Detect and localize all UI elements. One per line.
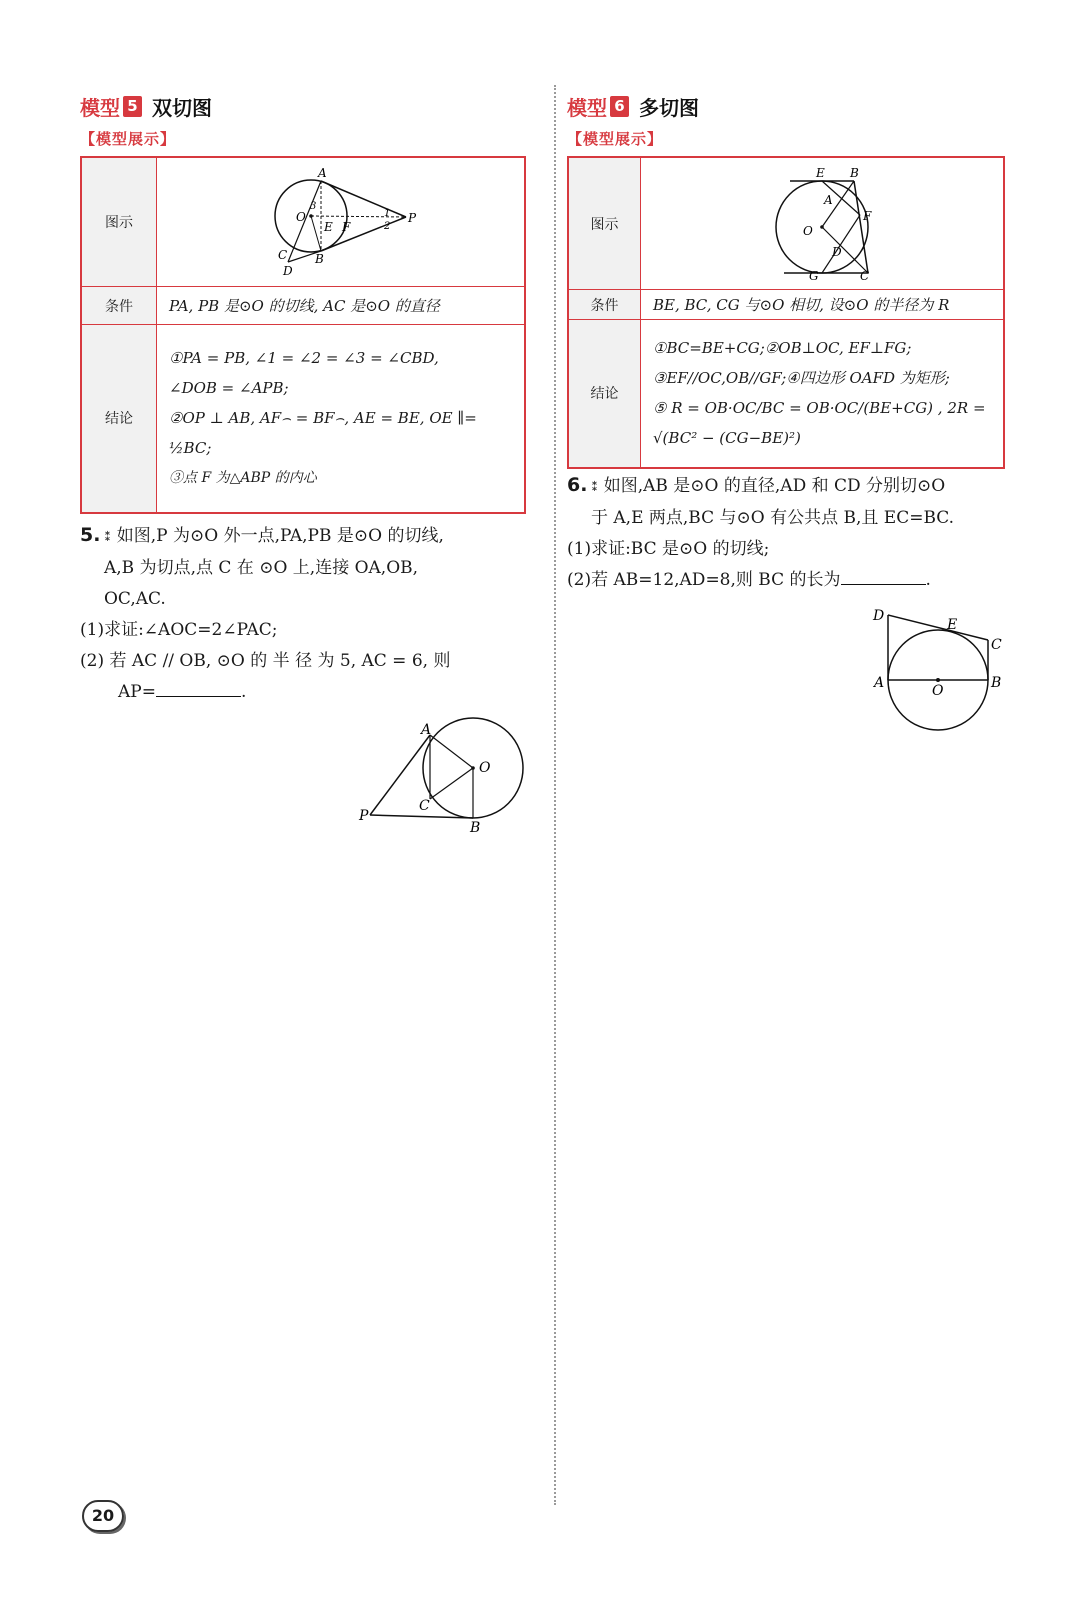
label-E: E xyxy=(816,166,825,180)
problem-6 xyxy=(567,470,1017,596)
multi-tangent-figure xyxy=(642,159,1002,284)
label-B: B xyxy=(991,675,1002,691)
model-show-label: 【模型展示】 xyxy=(80,130,177,148)
label-A: A xyxy=(318,166,327,180)
label-C: C xyxy=(991,637,1002,653)
conclusion-line: ∠DOB = ∠APB; xyxy=(169,379,289,398)
problem-5-figure xyxy=(355,712,530,837)
label-O: O xyxy=(479,760,491,776)
problem-text: 如图,P 为⊙O 外一点,PA,PB 是⊙O 的切线, xyxy=(116,526,444,546)
problem-text: OC,AC. xyxy=(104,589,166,609)
problem-text: A,B 为切点,点 C 在 ⊙O 上,连接 OA,OB, xyxy=(104,558,419,578)
label-A: A xyxy=(874,675,885,691)
conclusion-line: √(BC² − (CG−BE)²) xyxy=(653,429,801,448)
label-D: D xyxy=(283,264,293,278)
model-number-badge: 6 xyxy=(610,96,629,117)
condition-row-label: 条件 xyxy=(81,287,157,325)
column-divider xyxy=(554,85,556,1505)
question-1: (1)求证:∠AOC=2∠PAC; xyxy=(80,620,278,640)
conclusion-line: ③EF//OC,OB//GF;④四边形 OAFD 为矩形; xyxy=(653,369,950,388)
label-D: D xyxy=(873,608,885,624)
problem-5 xyxy=(80,520,530,708)
question-2-answer-prefix: AP= xyxy=(118,682,156,702)
label-B: B xyxy=(315,252,324,266)
problem-text: 如图,AB 是⊙O 的直径,AD 和 CD 分别切⊙O xyxy=(603,476,946,496)
model-6-heading xyxy=(567,92,699,121)
question-1: (1)求证:BC 是⊙O 的切线; xyxy=(567,539,770,559)
label-angle-1: 1 xyxy=(384,208,391,219)
difficulty-stars-icon: ⁑ xyxy=(591,480,598,494)
problem-text: 于 A,E 两点,BC 与⊙O 有公共点 B,且 EC=BC. xyxy=(591,508,955,528)
label-C: C xyxy=(419,798,430,814)
conclusion-line: ⑤ R = OB·OC/BC = OB·OC/(BE+CG) , 2R = xyxy=(653,399,986,418)
model-5-figure-cell xyxy=(157,157,526,287)
figure-row-label: 图示 xyxy=(568,157,641,290)
model-title: 多切图 xyxy=(639,96,699,120)
label-F: F xyxy=(342,220,351,234)
conclusion-row-label: 结论 xyxy=(568,320,641,468)
label-F: F xyxy=(863,209,872,223)
model-6-condition: BE, BC, CG 与⊙O 相切, 设⊙O 的半径为 R xyxy=(641,290,1005,320)
label-E: E xyxy=(947,617,958,633)
conclusion-line: ①BC=BE+CG;②OB⊥OC, EF⊥FG; xyxy=(653,339,912,358)
label-E: E xyxy=(324,220,333,234)
conclusion-line: ①PA = PB, ∠1 = ∠2 = ∠3 = ∠CBD, xyxy=(169,349,439,368)
question-2: (2)若 AB=12,AD=8,则 BC 的长为 xyxy=(567,570,841,590)
period: . xyxy=(925,570,931,590)
label-D: D xyxy=(832,245,842,259)
label-angle-3: 3 xyxy=(310,201,317,212)
conclusion-line: ③点 F 为△ABP 的内心 xyxy=(169,470,317,487)
label-O: O xyxy=(803,224,813,238)
label-B: B xyxy=(850,166,859,180)
label-P: P xyxy=(408,211,417,225)
label-P: P xyxy=(359,808,369,824)
page-number: 20 xyxy=(82,1500,124,1532)
conclusion-line: ②OP ⊥ AB, AF⌢ = BF⌢, AE = BE, OE ∥= ½BC; xyxy=(169,409,477,458)
label-B: B xyxy=(470,820,481,836)
difficulty-stars-icon: ⁑ xyxy=(104,530,111,544)
double-tangent-figure xyxy=(158,159,523,281)
label-O: O xyxy=(296,210,306,224)
label-angle-2: 2 xyxy=(384,221,391,232)
problem-6-figure xyxy=(865,602,1025,737)
conclusion-row-label: 结论 xyxy=(81,325,157,513)
model-5-condition: PA, PB 是⊙O 的切线, AC 是⊙O 的直径 xyxy=(157,287,526,325)
condition-row-label: 条件 xyxy=(568,290,641,320)
model-word: 模型 xyxy=(80,96,120,120)
model-title: 双切图 xyxy=(152,96,212,120)
answer-blank[interactable] xyxy=(841,566,926,585)
model-5-conclusion xyxy=(157,325,526,513)
model-6-table xyxy=(567,156,1005,469)
label-G: G xyxy=(809,269,819,283)
model-6-conclusion xyxy=(641,320,1005,468)
model-6-figure-cell xyxy=(641,157,1005,290)
problem-number: 6. xyxy=(567,474,588,496)
model-5-table xyxy=(80,156,526,514)
label-C: C xyxy=(278,248,288,262)
label-A: A xyxy=(421,722,432,738)
problem-number: 5. xyxy=(80,524,101,546)
figure-row-label: 图示 xyxy=(81,157,157,287)
answer-blank[interactable] xyxy=(156,678,241,697)
model-word: 模型 xyxy=(567,96,607,120)
model-show-label: 【模型展示】 xyxy=(567,130,664,148)
label-O: O xyxy=(932,683,944,699)
period: . xyxy=(240,682,247,702)
model-number-badge: 5 xyxy=(123,96,142,117)
question-2: (2) 若 AC // OB, ⊙O 的 半 径 为 5, AC = 6, 则 xyxy=(80,651,451,671)
label-A: A xyxy=(824,193,833,207)
model-5-heading xyxy=(80,92,212,121)
label-C: C xyxy=(860,269,870,283)
